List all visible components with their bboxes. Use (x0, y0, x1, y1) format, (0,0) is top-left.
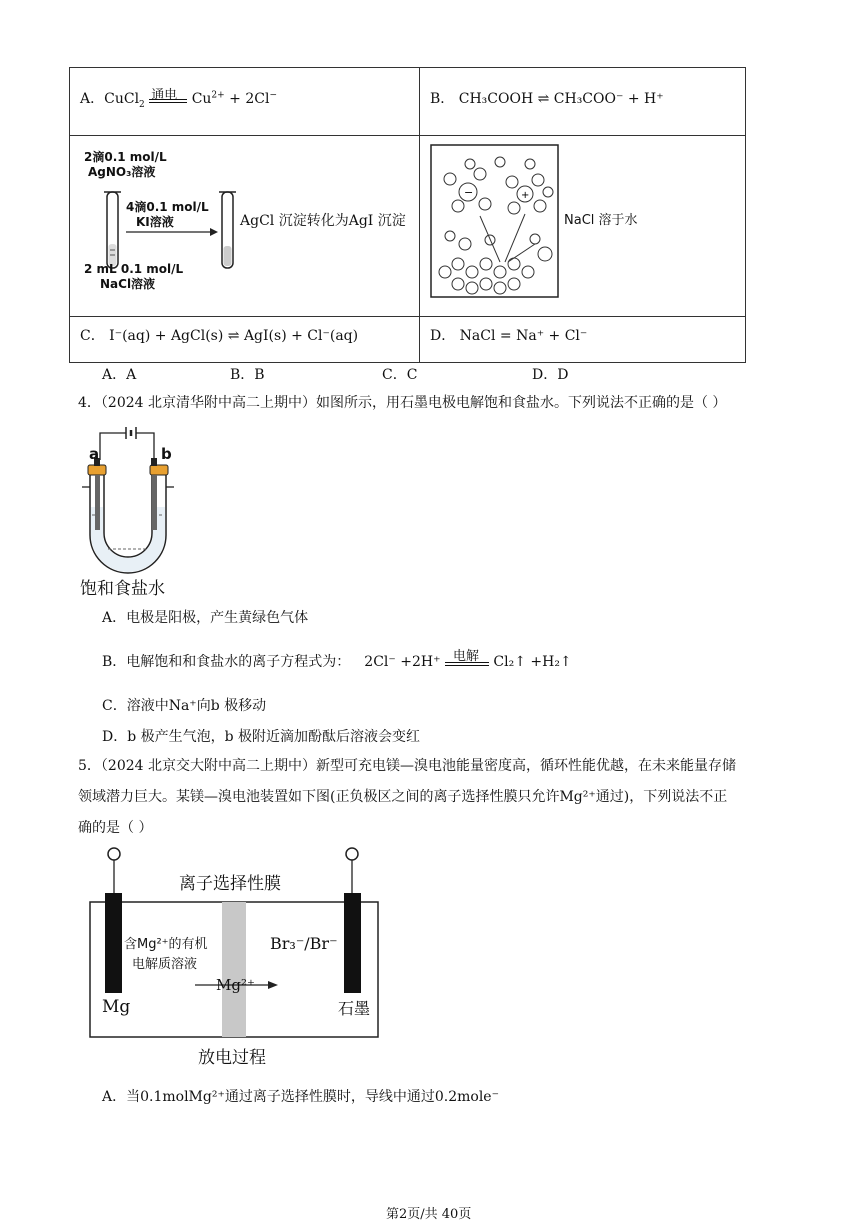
option-d-image-cell (420, 136, 746, 317)
electrode-b (152, 475, 157, 530)
graphite-label: 石墨 (338, 999, 371, 1018)
q5-option-a[interactable]: A．当0.1molMg²⁺通过离子选择性膜时，导线中通过0.2mole⁻ (102, 1089, 499, 1105)
mg-electrode (105, 893, 122, 993)
options-table (69, 67, 746, 363)
left-test-tube (104, 192, 121, 268)
q5-stem-line2: 领域潜力巨大。某镁—溴电池装置如下图(正负极区之间的离子选择性膜只允许Mg²⁺通过)，下列说法不正 (78, 789, 728, 805)
option-a-cell (70, 68, 420, 136)
q4-figure-caption: 饱和食盐水 (80, 579, 165, 599)
option-c-equation: C． I⁻(aq) + AgCl(s) ⇌ AgI(s) + Cl⁻(aq) (80, 328, 359, 344)
q5-stem-line3: 确的是（ ） (78, 820, 153, 836)
br-couple-label: Br₃⁻/Br⁻ (270, 934, 338, 953)
electrode-b-label: b (161, 445, 172, 463)
electrode-a-label: a (89, 445, 100, 463)
q3-choice-c[interactable]: C．C (382, 367, 418, 383)
mg-label: Mg (102, 997, 131, 1017)
agno3-label-2: AgNO₃溶液 (88, 165, 156, 179)
ki-label-1: 4滴0.1 mol/L (126, 200, 209, 214)
option-c-image-cell (70, 136, 420, 317)
electrolysis-condition-b: 电解 (452, 649, 479, 664)
arrow-head-icon (210, 228, 218, 236)
q4-option-b[interactable]: B．电解饱和和食盐水的离子方程式为： 2Cl⁻ +2H⁺ 电解 Cl₂↑ +H₂↑ (102, 649, 572, 670)
option-b-cell (420, 68, 746, 136)
membrane-label: 离子选择性膜 (179, 874, 281, 894)
agno3-label-1: 2滴0.1 mol/L (84, 150, 167, 164)
option-c-equation-cell (70, 317, 420, 363)
stopper-b (150, 465, 168, 475)
ki-label-2: KI溶液 (136, 215, 174, 229)
page-footer: 第2页/共 40页 (386, 1207, 472, 1222)
electrolyte-label-1: 含Mg²⁺的有机 (124, 937, 208, 952)
electrolyte-label-2: 电解质溶液 (132, 957, 198, 972)
q5-stem-line1: 5．（2024 北京交大附中高二上期中）新型可充电镁—溴电池能量密度高，循环性能优越，在未来能量存储 (78, 758, 736, 774)
stopper-a (88, 465, 106, 475)
right-test-tube (219, 192, 236, 268)
nacl-dissolution-diagram (430, 144, 560, 300)
option-d-equation: D． NaCl = Na⁺ + Cl⁻ (430, 328, 588, 344)
mg-ion-label: Mg²⁺ (216, 976, 255, 994)
q3-choice-b[interactable]: B．B (230, 367, 265, 383)
electrode-a (95, 475, 100, 530)
q4-option-a[interactable]: A．电极是阳极，产生黄绿色气体 (102, 610, 309, 626)
q4-stem: 4．（2024 北京清华附中高二上期中）如图所示，用石墨电极电解饱和食盐水。下列说法不正确的是（ ） (78, 395, 727, 411)
nacl-label-2: NaCl溶液 (100, 277, 156, 291)
electrolysis-condition: 通电 (151, 88, 178, 103)
q4-option-c[interactable]: C．溶液中Na⁺向b 极移动 (102, 698, 267, 714)
option-d-equation-cell (420, 317, 746, 363)
option-a-equation: A．CuCl$_2$ 通电 $Cu^{2+} + 2Cl^-$ (80, 88, 277, 110)
option-c-caption: AgCl 沉淀转化为AgI 沉淀 (240, 213, 406, 229)
q4-option-d[interactable]: D．b 极产生气泡，b 极附近滴加酚酞后溶液会变红 (102, 729, 421, 745)
svg-text:−: − (464, 186, 474, 199)
svg-text:+: + (521, 190, 530, 201)
nacl-label-1: 2 mL 0.1 mol/L (84, 262, 184, 276)
discharge-process-label: 放电过程 (198, 1048, 266, 1068)
option-b-equation: B． CH₃COOH ⇌ CH₃COO⁻ + H⁺ (430, 91, 664, 107)
ion-selective-membrane (222, 902, 246, 1037)
q3-choice-a[interactable]: A．A (102, 367, 137, 383)
q3-choice-d[interactable]: D．D (532, 367, 569, 383)
graphite-electrode (344, 893, 361, 993)
option-d-caption: NaCl 溶于水 (564, 213, 638, 228)
